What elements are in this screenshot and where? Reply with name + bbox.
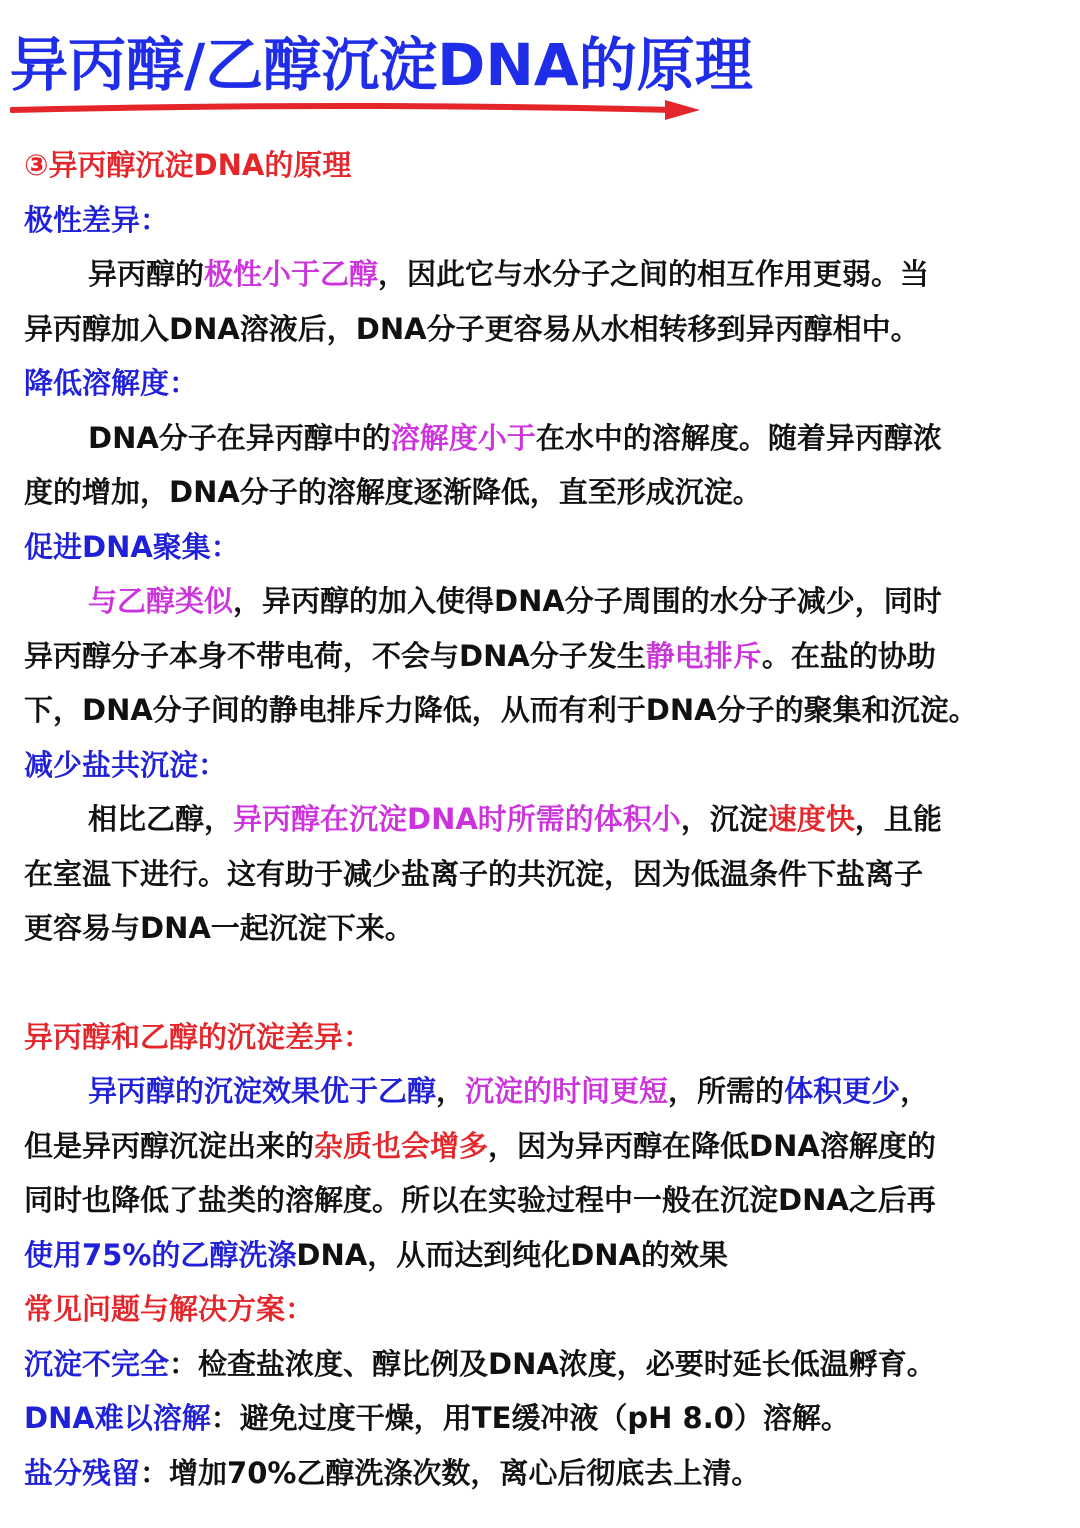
- page-title: 异丙醇/乙醇沉淀DNA的原理: [10, 31, 753, 99]
- solubility-line-2: 度的增加，DNA分子的溶解度逐渐降低，直至形成沉淀。: [24, 475, 762, 509]
- solubility-highlight: 溶解度小于: [390, 420, 536, 455]
- problem-label: 沉淀不完全: [24, 1346, 170, 1381]
- difference-end: ，: [900, 1074, 930, 1108]
- polarity-highlight: 极性小于乙醇: [204, 257, 379, 291]
- difference-sep-1: ，: [436, 1074, 466, 1108]
- problem-text: ：检查盐浓度、醇比例及DNA浓度，必要时延长低温孵育。: [169, 1346, 936, 1381]
- difference-sep-2: ，所需的: [668, 1074, 785, 1108]
- salt-text-b: ，沉淀: [680, 802, 768, 836]
- difference-text-2a: 但是异丙醇沉淀出来的: [24, 1128, 315, 1163]
- difference-heading: 异丙醇和乙醇的沉淀差异：: [24, 1019, 373, 1054]
- section-heading: ③异丙醇沉淀DNA的原理: [24, 148, 352, 182]
- difference-blue-3: 使用75%的乙醇洗涤: [24, 1237, 297, 1272]
- salt-red-highlight: 速度快: [767, 802, 855, 836]
- difference-blue-2: 体积更少: [784, 1074, 901, 1108]
- spacer: [24, 956, 1074, 1010]
- difference-blue-1: 异丙醇的沉淀效果优于乙醇: [88, 1074, 437, 1108]
- aggregation-text-2a: 异丙醇分子本身不带电荷，不会与DNA分子发生: [24, 638, 646, 673]
- aggregation-highlight: 与乙醇类似: [88, 584, 234, 618]
- aggregation-heading: 促进DNA聚集：: [24, 529, 240, 564]
- solubility-text-b: 在水中的溶解度。随着异丙醇浓: [535, 420, 942, 455]
- difference-purple: 沉淀的时间更短: [465, 1074, 669, 1108]
- difference-line-1: [24, 1064, 1074, 1119]
- salt-text-a: 相比乙醇，: [88, 802, 234, 836]
- salt-highlight: 异丙醇在沉淀DNA时所需的体积小: [233, 802, 681, 836]
- aggregation-line-2: [24, 629, 1074, 684]
- difference-line-3: 同时也降低了盐类的溶解度。所以在实验过程中一般在沉淀DNA之后再: [24, 1183, 936, 1217]
- salt-heading: 减少盐共沉淀：: [24, 747, 228, 782]
- aggregation-text-b: ，异丙醇的加入使得DNA分子周围的水分子减少，同时: [233, 584, 942, 618]
- salt-text-c: ，且能: [854, 802, 942, 836]
- solubility-heading: 降低溶解度：: [24, 366, 199, 400]
- problem-text: ：增加70%乙醇洗涤次数，离心后彻底去上清。: [140, 1455, 761, 1490]
- salt-line-3: 更容易与DNA一起沉淀下来。: [24, 911, 414, 945]
- polarity-text-b: ，因此它与水分子之间的相互作用更弱。当: [378, 257, 930, 291]
- difference-text-2b: ，因为异丙醇在降低DNA溶解度的: [488, 1128, 936, 1163]
- difference-line-4: [24, 1228, 1074, 1283]
- salt-line-2: 在室温下进行。这有助于减少盐离子的共沉淀，因为低温条件下盐离子: [24, 856, 924, 891]
- document-body: [24, 138, 1074, 1500]
- polarity-line-1: [24, 247, 1074, 302]
- solubility-text-a: DNA分子在异丙醇中的: [88, 420, 391, 455]
- problem-text: ：避免过度干燥，用TE缓冲液（pH 8.0）溶解。: [210, 1401, 850, 1435]
- aggregation-text-2b: 。在盐的协助: [761, 638, 936, 673]
- problem-label: 盐分残留: [24, 1455, 141, 1490]
- solubility-line-1: [24, 411, 1074, 466]
- polarity-heading: 极性差异：: [24, 202, 170, 237]
- problem-item: [24, 1391, 1074, 1446]
- aggregation-line-1: [24, 574, 1074, 629]
- problem-item: [24, 1337, 1074, 1392]
- title-area: [10, 30, 1070, 120]
- polarity-text-a: 异丙醇的: [88, 257, 205, 291]
- salt-line-1: [24, 792, 1074, 847]
- problem-label: DNA难以溶解: [24, 1401, 211, 1435]
- aggregation-line-3: 下，DNA分子间的静电排斥力降低，从而有利于DNA分子的聚集和沉淀。: [24, 693, 978, 727]
- difference-line-2: [24, 1119, 1074, 1174]
- difference-text-4b: DNA，从而达到纯化DNA的效果: [296, 1237, 728, 1272]
- problems-heading: 常见问题与解决方案：: [24, 1292, 315, 1326]
- problem-item: [24, 1446, 1074, 1501]
- difference-red: 杂质也会增多: [314, 1128, 489, 1163]
- polarity-line-2: 异丙醇加入DNA溶液后，DNA分子更容易从水相转移到异丙醇相中。: [24, 311, 920, 346]
- aggregation-highlight-2: 静电排斥: [645, 638, 762, 673]
- red-underline-arrow: [10, 98, 700, 122]
